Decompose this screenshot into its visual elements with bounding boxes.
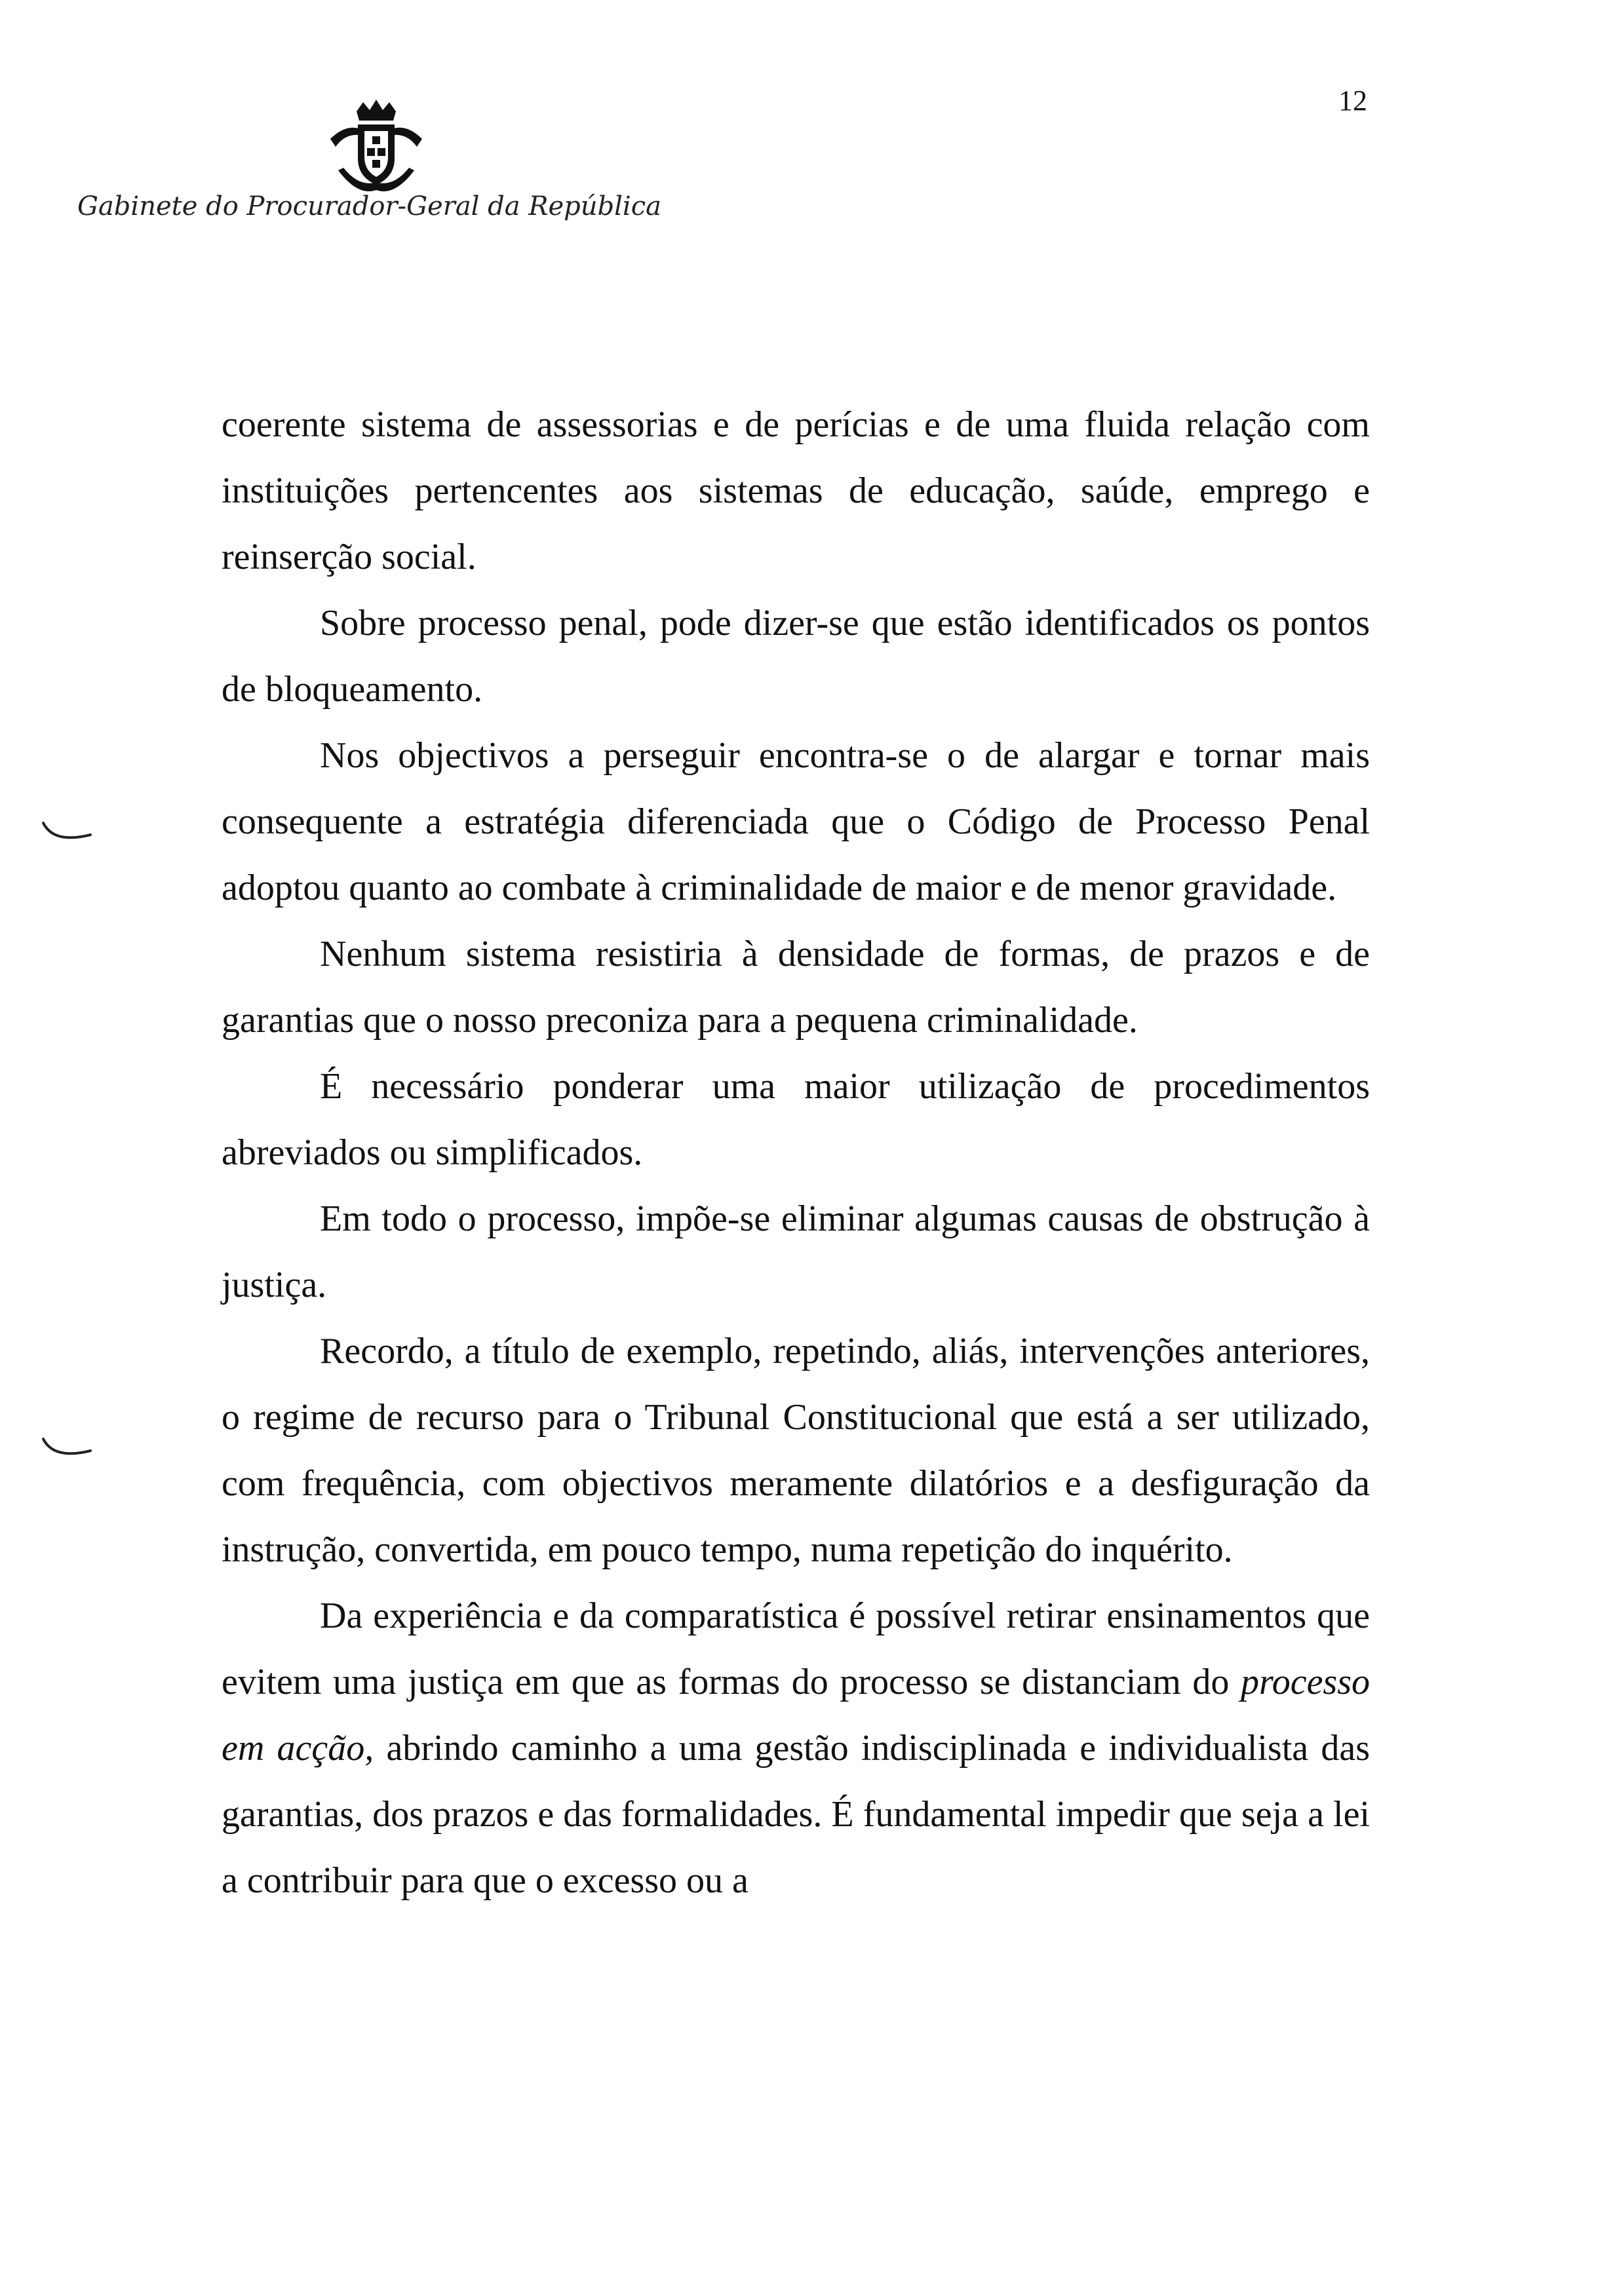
body-text (222, 392, 1370, 1914)
paragraph: É necessário ponderar uma maior utilização de procedimentos abreviados ou simplificados. (222, 1066, 1370, 1173)
paragraph: Em todo o processo, impõe-se eliminar algumas causas de obstrução à justiça. (222, 1198, 1370, 1305)
paragraph: Sobre processo penal, pode dizer-se que estão identificados os pontos de bloqueamento. (222, 603, 1370, 710)
paragraph: Nos objectivos a perseguir encontra-se o de alargar e tornar mais consequente a estratégia diferenciada que o Código de Processo Penal adoptou quanto ao combate à criminalidade de maior e de menor gravidade. (222, 735, 1370, 908)
page-number: 12 (1338, 85, 1367, 117)
paragraph-text: abrindo caminho a uma gestão indisciplinada e individualista das garantias, dos prazos e das formalidades. É fundamental impedir que seja a lei a contribuir para que o excesso ou a (222, 1728, 1371, 1901)
pencil-check-mark (41, 1435, 93, 1464)
letterhead: Gabinete do Procurador-Geral da República (77, 191, 661, 221)
paragraph-text: Da experiência e da comparatística é possível retirar ensinamentos que evitem uma justiça em que as formas do processo se distanciam do (222, 1596, 1370, 1702)
coat-of-arms-icon (325, 98, 427, 197)
italic-term: processo em acção, (222, 1662, 1371, 1769)
pencil-check-mark (41, 819, 93, 848)
paragraph (222, 1583, 1370, 1914)
paragraph: Recordo, a título de exemplo, repetindo, aliás, intervenções anteriores, o regime de recurso para o Tribunal Constitucional que está a ser utilizado, com frequência, com objectivos meramente dilatórios e a desfiguração da instrução, convertida, em pouco tempo, numa repetição do inquérito. (222, 1331, 1370, 1570)
paragraph: coerente sistema de assessorias e de perícias e de uma fluida relação com instituições pertencentes aos sistemas de educação, saúde, emprego e reinserção social. (222, 404, 1370, 577)
paragraph: Nenhum sistema resistiria à densidade de formas, de prazos e de garantias que o nosso preconiza para a pequena criminalidade. (222, 934, 1370, 1041)
